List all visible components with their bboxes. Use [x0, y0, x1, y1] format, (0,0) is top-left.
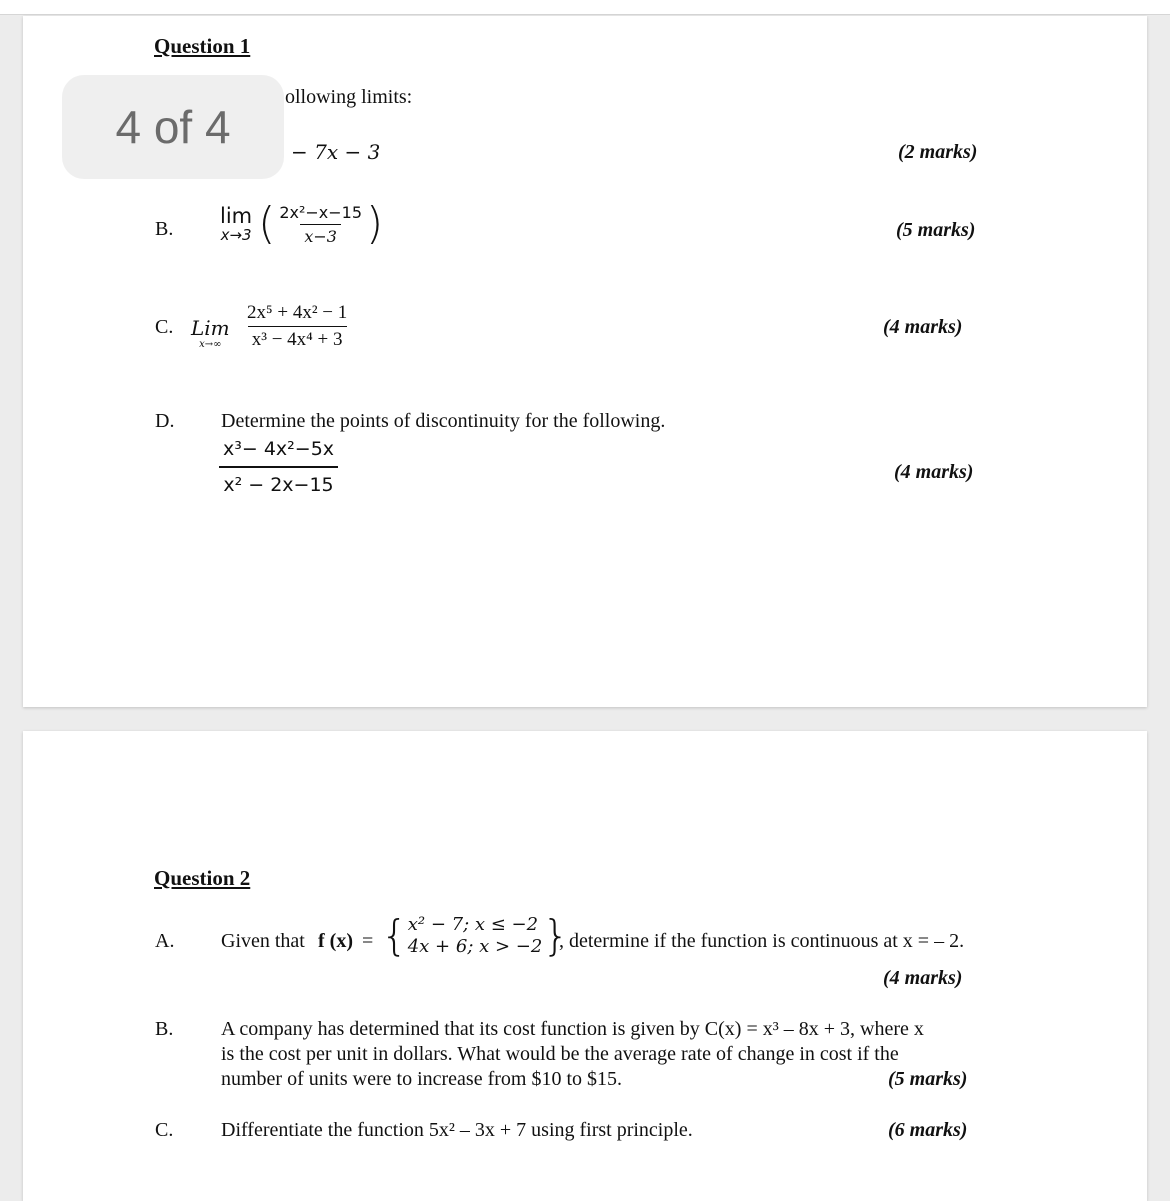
left-brace: {	[381, 911, 408, 960]
question-2c-text: Differentiate the function 5x² – 3x + 7 using first principle.	[221, 1119, 693, 1141]
question-1a-marks: (2 marks)	[898, 141, 978, 163]
question-2c-marks: (6 marks)	[888, 1119, 968, 1141]
question-1d-fraction	[219, 438, 338, 496]
question-1-intro: ollowing limits:	[285, 86, 413, 108]
question-1c-fraction	[243, 302, 351, 351]
case-2: 4x + 6; x > −2	[407, 936, 543, 957]
question-1b-fraction	[275, 203, 366, 246]
question-1b-marks: (5 marks)	[896, 219, 976, 241]
document-page-2	[23, 731, 1147, 1201]
left-paren: (	[258, 198, 276, 249]
question-1c-label: C.	[155, 316, 174, 338]
question-2b-line-3: number of units were to increase from $10 to $15.	[221, 1068, 623, 1090]
viewer-top-bar	[0, 0, 1170, 15]
question-1d-text: Determine the points of discontinuity for the following.	[221, 410, 666, 432]
limit-operator: Lim	[191, 316, 230, 340]
question-1b-limit	[220, 198, 384, 249]
question-1d-marks: (4 marks)	[894, 461, 974, 483]
denominator: x−3	[300, 224, 341, 246]
question-1a-expression: − 7x − 3	[291, 140, 381, 164]
question-2-title: Question 2	[154, 866, 251, 890]
denominator: x³ − 4x⁴ + 3	[248, 326, 347, 351]
question-2b-line-1: A company has determined that its cost function is given by C(x) = x³ – 8x + 3, where x	[221, 1018, 924, 1040]
numerator: 2x⁵ + 4x² − 1	[247, 302, 348, 323]
page-indicator: 4 of 4	[62, 75, 284, 179]
question-2a-rest: , determine if the function is continuous at x = – 2.	[559, 930, 965, 952]
question-2a-given: Given that	[221, 930, 305, 952]
question-2b-marks: (5 marks)	[888, 1068, 968, 1090]
denominator: x² − 2x−15	[219, 466, 337, 496]
question-2b-line-2: is the cost per unit in dollars. What would be the average rate of change in cost if the	[221, 1043, 899, 1065]
question-1-title: Question 1	[154, 34, 251, 58]
question-2a-label: A.	[155, 930, 175, 952]
case-1: x² − 7; x ≤ −2	[407, 914, 539, 935]
question-1c-limit-operator	[191, 316, 230, 350]
right-paren: )	[366, 198, 384, 249]
question-2a-piecewise	[381, 911, 570, 960]
numerator: x³− 4x²−5x	[223, 438, 335, 460]
right-brace: }	[542, 911, 570, 960]
question-1c-marks: (4 marks)	[883, 316, 963, 338]
question-1d-label: D.	[155, 410, 175, 432]
limit-subscript: x→3	[220, 226, 252, 244]
limit-operator: lim	[220, 204, 253, 228]
question-2a-marks: (4 marks)	[883, 967, 963, 989]
limit-subscript: x→∞	[199, 339, 222, 350]
question-2a-equals: =	[362, 930, 374, 952]
question-2a-fx: f (x)	[318, 930, 353, 952]
question-2c-label: C.	[155, 1119, 174, 1141]
question-2b-label: B.	[155, 1018, 174, 1040]
numerator: 2x²−x−15	[279, 202, 363, 222]
question-1b-label: B.	[155, 218, 174, 240]
